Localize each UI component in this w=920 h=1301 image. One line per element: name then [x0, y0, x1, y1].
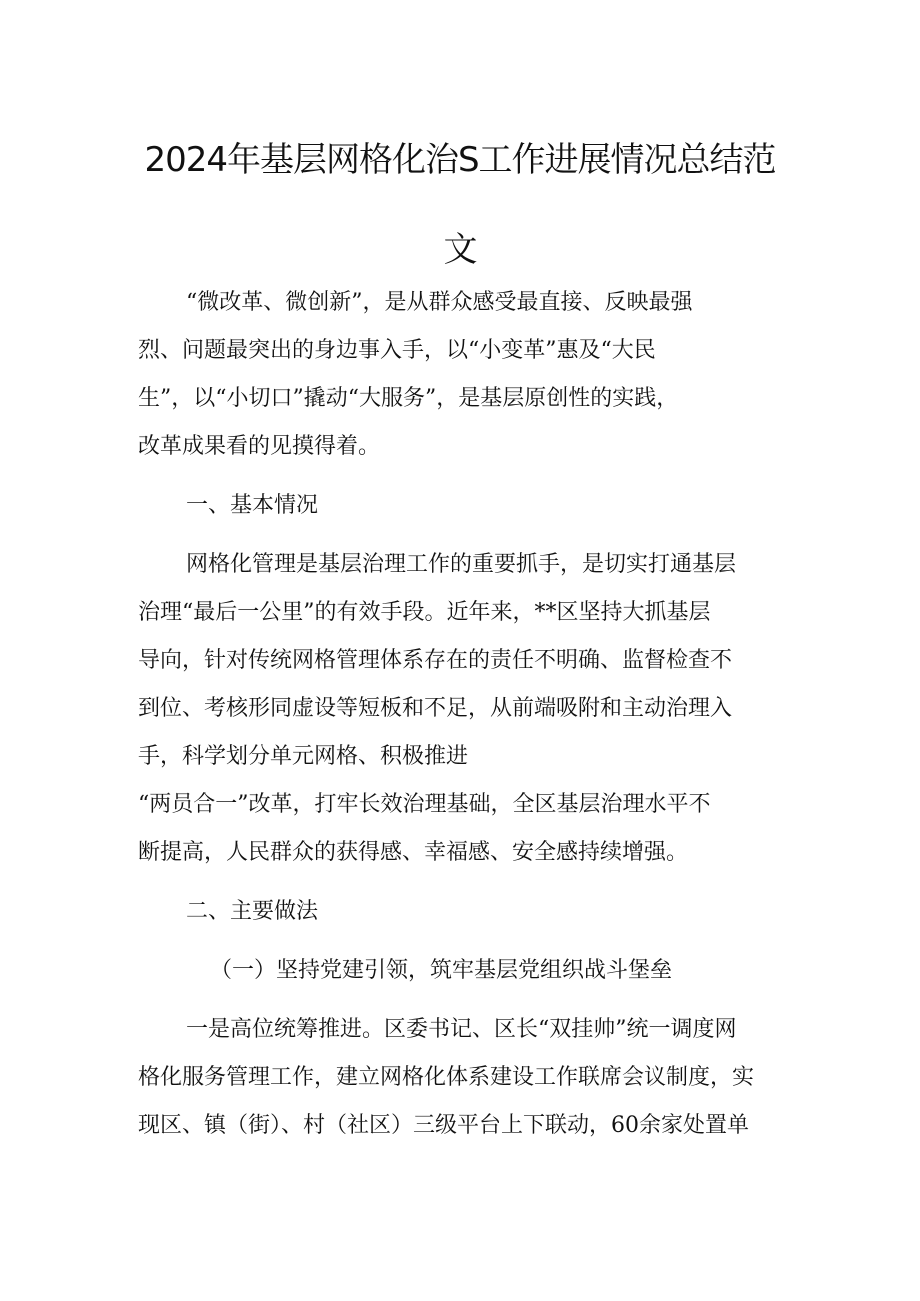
paragraph-line: 改革成果看的见摸得着。	[138, 434, 381, 459]
section-heading: 二、主要做法	[186, 899, 319, 924]
paragraph-line: 治理“最后一公里”的有效手段。近年来，**区坚持大抓基层	[138, 600, 711, 625]
document-title-line-2: 文	[443, 230, 477, 270]
paragraph-line: 手，科学划分单元网格、积极推进	[138, 744, 469, 769]
paragraph-line: 烈、问题最突出的身边事入手，以“小变革”惠及“大民	[138, 338, 656, 363]
section-heading: 一、基本情况	[186, 493, 319, 518]
paragraph-line: 格化服务管理工作，建立网格化体系建设工作联席会议制度，实	[138, 1065, 755, 1090]
paragraph-line: 导向，针对传统网格管理体系存在的责任不明确、监督检查不	[138, 648, 733, 673]
paragraph-line: 现区、镇（街）、村（社区）三级平台上下联动，60余家处置单	[138, 1113, 749, 1138]
document-title-line-1: 2024年基层网格化治S工作进展情况总结范	[144, 140, 776, 180]
paragraph-line: 到位、考核形同虚设等短板和不足，从前端吸附和主动治理入	[138, 696, 733, 721]
paragraph-line: 断提高，人民群众的获得感、幸福感、安全感持续增强。	[138, 840, 689, 865]
paragraph-line: 网格化管理是基层治理工作的重要抓手，是切实打通基层	[186, 552, 737, 577]
paragraph-line: “两员合一”改革，打牢长效治理基础，全区基层治理水平不	[138, 792, 711, 817]
paragraph-line: 生”，以“小切口”撬动“大服务”，是基层原创性的实践，	[138, 386, 679, 411]
paragraph-line: 一是高位统筹推进。区委书记、区长“双挂帅”统一调度网	[186, 1017, 737, 1042]
subsection-heading: （一）坚持党建引领，筑牢基层党组织战斗堡垒	[210, 958, 673, 983]
paragraph-line: “微改革、微创新”，是从群众感受最直接、反映最强	[186, 290, 693, 315]
